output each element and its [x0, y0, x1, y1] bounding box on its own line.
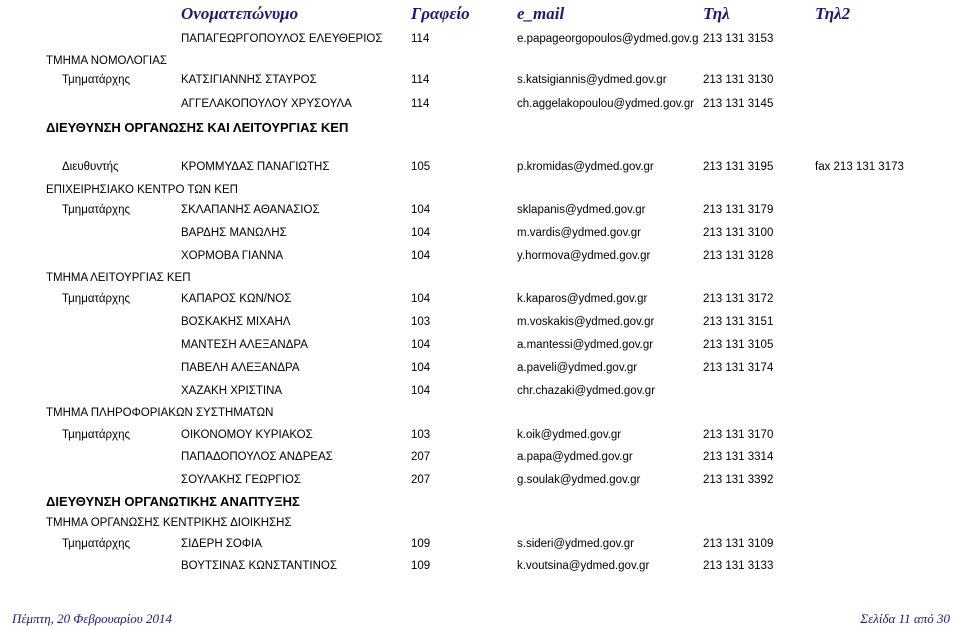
- cell-email: k.kaparos@ydmed.gov.gr: [517, 293, 648, 305]
- cell-name: ΣΟΥΛΑΚΗΣ ΓΕΩΡΓΙΟΣ: [181, 474, 301, 486]
- section-heading: ΤΜΗΜΑ ΟΡΓΑΝΩΣΗΣ ΚΕΝΤΡΙΚΗΣ ΔΙΟΙΚΗΣΗΣ: [46, 517, 292, 529]
- cell-name: ΒΑΡΔΗΣ ΜΑΝΩΛΗΣ: [181, 227, 287, 239]
- cell-email: s.sideri@ydmed.gov.gr: [517, 538, 634, 550]
- cell-email: p.kromidas@ydmed.gov.gr: [517, 161, 654, 173]
- section-heading: ΤΜΗΜΑ ΠΛΗΡΟΦΟΡΙΑΚΩΝ ΣΥΣΤΗΜΑΤΩΝ: [46, 407, 274, 419]
- section-heading: ΤΜΗΜΑ ΝΟΜΟΛΟΓΙΑΣ: [46, 55, 167, 67]
- cell-phone: 213 131 3100: [703, 227, 774, 239]
- cell-email: a.mantessi@ydmed.gov.gr: [517, 339, 654, 351]
- cell-phone: 213 131 3109: [703, 538, 774, 550]
- cell-role: Τμηματάρχης: [62, 429, 131, 441]
- cell-email: e.papageorgopoulos@ydmed.gov.g: [517, 33, 699, 45]
- cell-phone: 213 131 3195: [703, 161, 774, 173]
- cell-phone2: fax 213 131 3173: [815, 161, 904, 173]
- cell-phone: 213 131 3130: [703, 74, 774, 86]
- cell-name: ΜΑΝΤΕΣΗ ΑΛΕΞΑΝΔΡΑ: [181, 339, 308, 351]
- cell-office: 114: [411, 33, 430, 45]
- cell-email: s.katsigiannis@ydmed.gov.gr: [517, 74, 667, 86]
- cell-role: Διευθυντής: [62, 161, 119, 173]
- cell-role: Τμηματάρχης: [62, 538, 131, 550]
- cell-office: 114: [411, 74, 430, 86]
- cell-phone: 213 131 3128: [703, 250, 774, 262]
- cell-office: 114: [411, 98, 430, 110]
- cell-name: ΧΟΡΜΟΒΑ ΓΙΑΝΝΑ: [181, 250, 284, 262]
- cell-role: Τμηματάρχης: [62, 293, 131, 305]
- cell-name: ΚΑΤΣΙΓΙΑΝΝΗΣ ΣΤΑΥΡΟΣ: [181, 74, 317, 86]
- cell-email: a.papa@ydmed.gov.gr: [517, 451, 633, 463]
- cell-email: ch.aggelakopoulou@ydmed.gov.gr: [517, 98, 695, 110]
- cell-name: ΑΓΓΕΛΑΚΟΠΟΥΛΟΥ ΧΡΥΣΟΥΛΑ: [181, 98, 352, 110]
- cell-phone: 213 131 3314: [703, 451, 774, 463]
- header-phone: Τηλ: [703, 4, 730, 23]
- header-email: e_mail: [517, 4, 565, 23]
- section-heading: ΔΙΕΥΘΥΝΣΗ ΟΡΓΑΝΩΣΗΣ ΚΑΙ ΛΕΙΤΟΥΡΓΙΑΣ ΚΕΠ: [46, 120, 349, 135]
- cell-phone: 213 131 3392: [703, 474, 774, 486]
- cell-phone: 213 131 3172: [703, 293, 774, 305]
- cell-email: m.voskakis@ydmed.gov.gr: [517, 316, 655, 328]
- cell-phone: 213 131 3174: [703, 362, 774, 374]
- header-name: Ονοματεπώνυμο: [181, 4, 299, 23]
- cell-office: 207: [411, 451, 431, 463]
- cell-email: a.paveli@ydmed.gov.gr: [517, 362, 638, 374]
- cell-office: 207: [411, 474, 431, 486]
- section-heading: ΔΙΕΥΘΥΝΣΗ ΟΡΓΑΝΩΤΙΚΗΣ ΑΝΑΠΤΥΞΗΣ: [46, 494, 300, 509]
- cell-phone: 213 131 3133: [703, 560, 774, 572]
- cell-office: 104: [411, 227, 431, 239]
- cell-phone: 213 131 3145: [703, 98, 774, 110]
- cell-name: ΒΟΣΚΑΚΗΣ ΜΙΧΑΗΛ: [181, 316, 291, 328]
- cell-name: ΚΡΟΜΜΥΔΑΣ ΠΑΝΑΓΙΩΤΗΣ: [181, 161, 330, 173]
- cell-phone: 213 131 3105: [703, 339, 774, 351]
- cell-office: 104: [411, 204, 431, 216]
- cell-name: ΣΚΛΑΠΑΝΗΣ ΑΘΑΝΑΣΙΟΣ: [181, 204, 320, 216]
- cell-email: k.voutsina@ydmed.gov.gr: [517, 560, 650, 572]
- cell-email: k.oik@ydmed.gov.gr: [517, 429, 622, 441]
- footer-date: Πέμπτη, 20 Φεβρουαρίου 2014: [12, 611, 172, 626]
- cell-office: 103: [411, 429, 431, 441]
- footer-page-number: Σελίδα 11 από 30: [860, 611, 950, 626]
- cell-office: 105: [411, 161, 431, 173]
- cell-name: ΟΙΚΟΝΟΜΟΥ ΚΥΡΙΑΚΟΣ: [181, 429, 313, 441]
- cell-office: 104: [411, 293, 431, 305]
- cell-email: m.vardis@ydmed.gov.gr: [517, 227, 641, 239]
- cell-name: ΧΑΖΑΚΗ ΧΡΙΣΤΙΝΑ: [181, 385, 283, 397]
- section-heading: ΕΠΙΧΕΙΡΗΣΙΑΚΟ ΚΕΝΤΡΟ ΤΩΝ ΚΕΠ: [46, 184, 238, 196]
- cell-email: g.soulak@ydmed.gov.gr: [517, 474, 641, 486]
- cell-email: sklapanis@ydmed.gov.gr: [517, 204, 646, 216]
- cell-office: 104: [411, 385, 431, 397]
- cell-office: 104: [411, 362, 431, 374]
- cell-phone: 213 131 3151: [703, 316, 774, 328]
- cell-phone: 213 131 3153: [703, 33, 774, 45]
- cell-phone: 213 131 3170: [703, 429, 774, 441]
- cell-office: 103: [411, 316, 431, 328]
- cell-name: ΠΑΒΕΛΗ ΑΛΕΞΑΝΔΡΑ: [181, 362, 300, 374]
- cell-role: Τμηματάρχης: [62, 74, 131, 86]
- section-heading: ΤΜΗΜΑ ΛΕΙΤΟΥΡΓΙΑΣ ΚΕΠ: [46, 272, 191, 284]
- cell-name: ΠΑΠΑΓΕΩΡΓΟΠΟΥΛΟΣ ΕΛΕΥΘΕΡΙΟΣ: [181, 33, 383, 45]
- cell-office: 109: [411, 560, 431, 572]
- cell-name: ΚΑΠΑΡΟΣ ΚΩΝ/ΝΟΣ: [181, 293, 292, 305]
- cell-phone: 213 131 3179: [703, 204, 774, 216]
- header-phone2: Τηλ2: [815, 4, 851, 23]
- cell-office: 104: [411, 250, 431, 262]
- cell-role: Τμηματάρχης: [62, 204, 131, 216]
- cell-email: chr.chazaki@ydmed.gov.gr: [517, 385, 656, 397]
- header-office: Γραφείο: [411, 4, 470, 23]
- cell-office: 104: [411, 339, 431, 351]
- cell-name: ΒΟΥΤΣΙΝΑΣ ΚΩΝΣΤΑΝΤΙΝΟΣ: [181, 560, 337, 572]
- cell-office: 109: [411, 538, 431, 550]
- cell-name: ΠΑΠΑΔΟΠΟΥΛΟΣ ΑΝΔΡΕΑΣ: [181, 451, 333, 463]
- cell-email: y.hormova@ydmed.gov.gr: [517, 250, 651, 262]
- cell-name: ΣΙΔΕΡΗ ΣΟΦΙΑ: [181, 538, 262, 550]
